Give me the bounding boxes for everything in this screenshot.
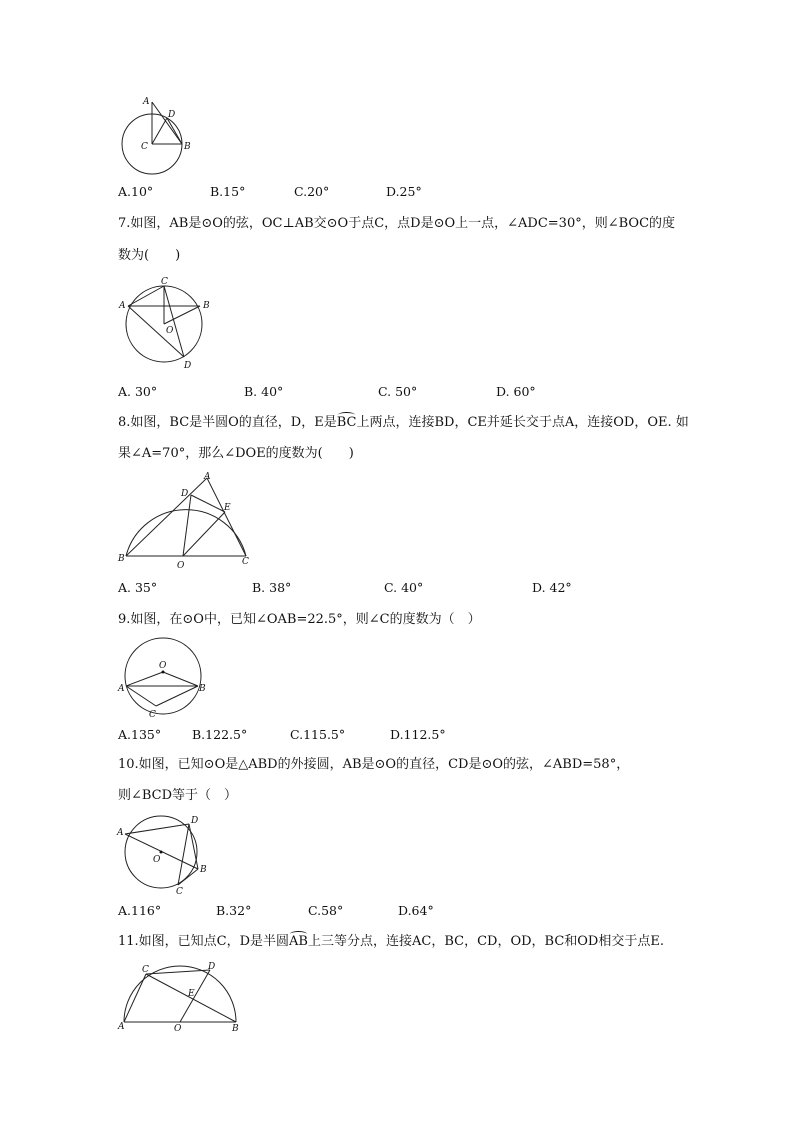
q10-line-bc: [178, 869, 198, 885]
q11-label-a: A: [118, 1022, 125, 1032]
q11-label-e: E: [188, 989, 195, 999]
q9-line-oa: [126, 672, 163, 686]
q10-label-o: O: [153, 855, 161, 865]
q7-label-o: O: [166, 326, 174, 336]
q11-label-b: B: [232, 1024, 239, 1034]
q6-line-db: [167, 118, 182, 144]
q8-stem-line2: 果∠A=70°，那么∠DOE的度数为( ): [118, 446, 354, 461]
q9-label-o: O: [159, 661, 167, 671]
q9-option-a[interactable]: A.135°: [118, 727, 162, 742]
q7-option-b[interactable]: B. 40°: [244, 384, 284, 399]
q7-line-ob: [164, 306, 200, 324]
q8-option-c[interactable]: C. 40°: [384, 580, 424, 595]
q11-stem-line1: [118, 934, 664, 950]
q7-label-d: D: [184, 361, 192, 371]
q9-label-a: A: [118, 684, 125, 694]
q6-label-a: A: [143, 97, 150, 107]
q8-line-oe: [183, 512, 225, 556]
q10-stem-line2: 则∠BCD等于（ ）: [118, 788, 238, 803]
q7-label-c: C: [161, 277, 168, 287]
q9-label-b: B: [199, 684, 206, 694]
q10-center-dot: [160, 851, 163, 854]
q7-option-a[interactable]: A. 30°: [118, 384, 158, 399]
q10-label-a: A: [117, 828, 124, 838]
q11-label-o: O: [174, 1024, 182, 1034]
q6-option-b[interactable]: B.15°: [210, 184, 246, 199]
q10-stem-line1: 10.如图，已知⊙O是△ABD的外接圆，AB是⊙O的直径，CD是⊙O的弦，∠ABD=58°，: [118, 757, 630, 772]
q10-option-c[interactable]: C.58°: [308, 903, 344, 918]
q8-option-a[interactable]: A. 35°: [118, 580, 158, 595]
q7-line-ac: [128, 286, 164, 306]
q10-figure: [116, 812, 212, 896]
q7-option-c[interactable]: C. 50°: [378, 384, 418, 399]
q10-option-d[interactable]: D.64°: [398, 903, 434, 918]
q7-stem-line1: 7.如图，AB是⊙O的弦，OC⊥AB交⊙O于点C，点D是⊙O上一点，∠ADC=30°，则∠BOC的度: [118, 216, 676, 231]
q6-label-d: D: [168, 110, 176, 120]
q11-line-cd: [146, 970, 210, 974]
q8-option-d[interactable]: D. 42°: [532, 580, 572, 595]
q9-line-ob: [163, 672, 198, 686]
q7-label-b: B: [203, 301, 210, 311]
q9-option-d[interactable]: D.112.5°: [390, 727, 446, 742]
q6-line-ab: [152, 102, 182, 144]
q8-stem-part2: 上两点，连接BD，CE并延长交于点A，连接OD，OE. 如: [356, 415, 689, 430]
q8-stem-part1: 8.如图，BC是半圆O的直径，D，E是: [118, 415, 337, 430]
q7-figure: [118, 276, 218, 376]
q9-option-c[interactable]: C.115.5°: [290, 727, 346, 742]
q11-line-ac: [124, 974, 146, 1022]
q9-label-c: C: [149, 710, 156, 720]
q10-label-c: C: [176, 887, 183, 897]
q8-stem-line1: [118, 415, 689, 431]
q10-label-d: D: [191, 816, 199, 826]
q6-option-d[interactable]: D.25°: [386, 184, 422, 199]
q9-figure: [118, 634, 214, 722]
q8-label-b: B: [118, 554, 125, 564]
q7-option-d[interactable]: D. 60°: [496, 384, 536, 399]
q11-line-od: [180, 970, 210, 1022]
q6-figure: [112, 92, 202, 182]
q11-label-c: C: [142, 965, 149, 975]
q11-figure: [118, 958, 248, 1034]
q8-label-o: O: [177, 561, 185, 571]
q8-label-d: D: [181, 489, 189, 499]
q8-line-ca: [207, 478, 246, 556]
q6-option-a[interactable]: A.10°: [118, 184, 154, 199]
q8-option-b[interactable]: B. 38°: [252, 580, 292, 595]
q6-label-b: B: [184, 142, 191, 152]
q8-figure: [118, 468, 258, 572]
q8-label-a: A: [204, 472, 211, 482]
q8-label-e: E: [224, 503, 231, 513]
q8-arc-bc: BC: [336, 415, 357, 430]
q7-line-ad: [128, 306, 184, 357]
q7-line-dc: [164, 286, 184, 357]
q9-line-bc: [156, 686, 198, 706]
q7-stem-line2: 数为( ): [118, 248, 181, 263]
q9-stem-line1: 9.如图，在⊙O中，已知∠OAB=22.5°，则∠C的度数为（ ）: [118, 612, 481, 627]
q11-stem-part1: 11.如图，已知点C，D是半圆: [118, 934, 290, 949]
q9-option-b[interactable]: B.122.5°: [192, 727, 248, 742]
q11-stem-part2: 上三等分点，连接AC，BC，CD，OD，BC和OD相交于点E.: [308, 934, 664, 949]
q10-line-ad: [125, 824, 189, 834]
q8-label-c: C: [242, 557, 249, 567]
q6-option-c[interactable]: C.20°: [294, 184, 330, 199]
q6-line-cd: [152, 118, 167, 144]
q10-label-b: B: [200, 865, 207, 875]
q10-option-b[interactable]: B.32°: [216, 903, 252, 918]
q8-line-od: [183, 495, 191, 556]
q10-option-a[interactable]: A.116°: [118, 903, 162, 918]
q11-arc-ab: AB: [289, 934, 308, 949]
q7-label-a: A: [119, 301, 126, 311]
q6-label-c: C: [141, 142, 148, 152]
q11-label-d: D: [208, 962, 216, 972]
